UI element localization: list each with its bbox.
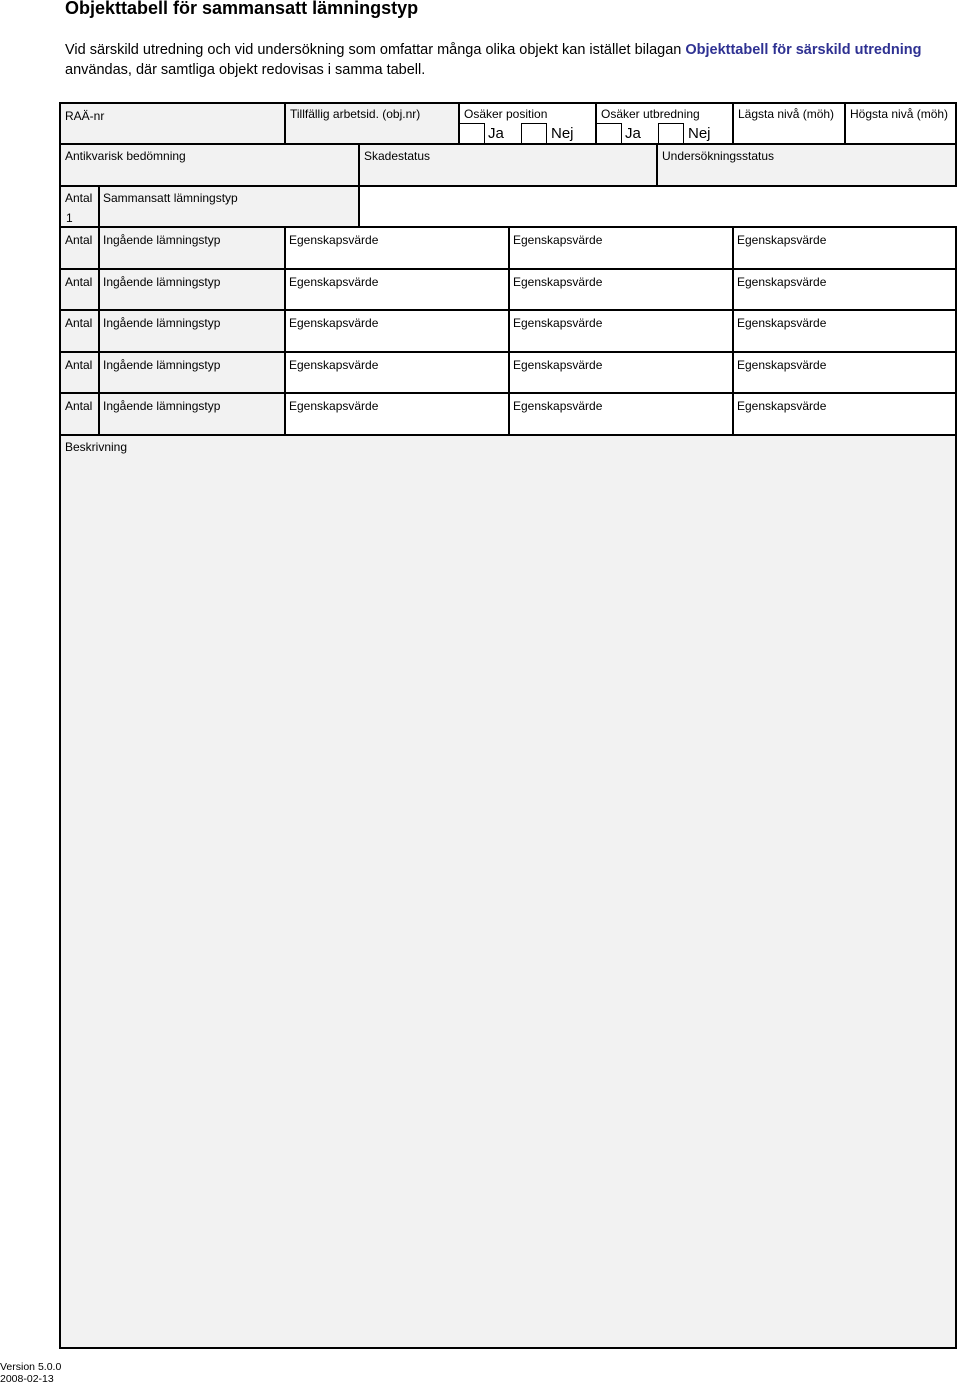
osaker-position-label: Osäker position bbox=[464, 107, 548, 121]
osaker-utbredning-label: Osäker utbredning bbox=[601, 107, 700, 121]
table-row-5-type[interactable] bbox=[98, 392, 286, 436]
antal-label: Antal bbox=[65, 358, 93, 372]
osaker-position-nej-label: Nej bbox=[551, 125, 574, 142]
osaker-position-ja-checkbox[interactable] bbox=[459, 123, 485, 144]
egenskapsvarde-label: Egenskapsvärde bbox=[289, 358, 379, 372]
egenskapsvarde-label: Egenskapsvärde bbox=[513, 399, 603, 413]
antal-label: Antal bbox=[65, 275, 93, 289]
sammansatt-lamningstyp-label: Sammansatt lämningstyp bbox=[103, 191, 238, 205]
egenskapsvarde-label: Egenskapsvärde bbox=[737, 233, 827, 247]
table-row-2-antal[interactable] bbox=[59, 268, 100, 311]
intro-text bbox=[65, 40, 945, 80]
lagsta-niva-label: Lägsta nivå (möh) bbox=[738, 107, 835, 121]
antal-label: Antal bbox=[65, 399, 93, 413]
tillfallig-arbetsid-field[interactable] bbox=[284, 102, 460, 145]
ingaende-lamningstyp-label: Ingående lämningstyp bbox=[103, 399, 221, 413]
table-row-1-property-3[interactable] bbox=[732, 226, 957, 270]
egenskapsvarde-label: Egenskapsvärde bbox=[513, 316, 603, 330]
date-text: 2008-02-13 bbox=[0, 1373, 54, 1385]
table-row-5-property-2[interactable] bbox=[508, 392, 734, 436]
egenskapsvarde-label: Egenskapsvärde bbox=[289, 316, 379, 330]
egenskapsvarde-label: Egenskapsvärde bbox=[289, 233, 379, 247]
table-row-1-property-1[interactable] bbox=[284, 226, 510, 270]
table-row-5-property-1[interactable] bbox=[284, 392, 510, 436]
table-row-3-type[interactable] bbox=[98, 309, 286, 353]
table-row-1-property-2[interactable] bbox=[508, 226, 734, 270]
sammansatt-antal-field[interactable] bbox=[59, 185, 100, 228]
skadestatus-label: Skadestatus bbox=[364, 149, 431, 163]
antal-label: Antal bbox=[65, 316, 93, 330]
raa-nr-field[interactable] bbox=[59, 102, 286, 145]
version-text: Version 5.0.0 bbox=[0, 1361, 62, 1373]
hogsta-niva-field[interactable] bbox=[844, 102, 957, 145]
osaker-position-group bbox=[458, 102, 597, 145]
egenskapsvarde-label: Egenskapsvärde bbox=[737, 316, 827, 330]
antal-label: Antal bbox=[65, 233, 93, 247]
table-row-4-property-1[interactable] bbox=[284, 351, 510, 394]
osaker-utbredning-group bbox=[595, 102, 734, 145]
sammansatt-antal-label: Antal bbox=[65, 191, 93, 205]
table-row-2-property-2[interactable] bbox=[508, 268, 734, 311]
table-row-4-antal[interactable] bbox=[59, 351, 100, 394]
beskrivning-label: Beskrivning bbox=[65, 440, 128, 454]
table-row-2-property-3[interactable] bbox=[732, 268, 957, 311]
table-row-4-type[interactable] bbox=[98, 351, 286, 394]
egenskapsvarde-label: Egenskapsvärde bbox=[737, 358, 827, 372]
table-row-4-property-3[interactable] bbox=[732, 351, 957, 394]
osaker-utbredning-ja-label: Ja bbox=[625, 125, 641, 142]
ingaende-lamningstyp-label: Ingående lämningstyp bbox=[103, 233, 221, 247]
table-row-5-antal[interactable] bbox=[59, 392, 100, 436]
intro-link[interactable]: Objekttabell för särskild utredning bbox=[685, 42, 922, 58]
egenskapsvarde-label: Egenskapsvärde bbox=[513, 358, 603, 372]
table-row-3-property-2[interactable] bbox=[508, 309, 734, 353]
lagsta-niva-field[interactable] bbox=[732, 102, 846, 145]
sammansatt-right-divider bbox=[358, 187, 360, 228]
ingaende-lamningstyp-label: Ingående lämningstyp bbox=[103, 316, 221, 330]
table-row-3-antal[interactable] bbox=[59, 309, 100, 353]
table-row-4-property-2[interactable] bbox=[508, 351, 734, 394]
antikvarisk-bedomning-field[interactable] bbox=[59, 143, 360, 187]
undersokningsstatus-label: Undersökningsstatus bbox=[662, 149, 775, 163]
table-row-5-property-3[interactable] bbox=[732, 392, 957, 436]
beskrivning-field[interactable] bbox=[59, 434, 957, 1349]
ingaende-lamningstyp-label: Ingående lämningstyp bbox=[103, 358, 221, 372]
egenskapsvarde-label: Egenskapsvärde bbox=[289, 275, 379, 289]
table-row-3-property-1[interactable] bbox=[284, 309, 510, 353]
osaker-position-ja-label: Ja bbox=[488, 125, 504, 142]
raa-nr-label: RAÄ-nr bbox=[65, 109, 105, 123]
antikvarisk-bedomning-label: Antikvarisk bedömning bbox=[65, 149, 186, 163]
intro-text-part2: användas, där samtliga objekt redovisas i samma tabell. bbox=[65, 62, 426, 78]
osaker-utbredning-nej-label: Nej bbox=[688, 125, 711, 142]
undersokningsstatus-field[interactable] bbox=[656, 143, 957, 187]
table-row-3-property-3[interactable] bbox=[732, 309, 957, 353]
sammansatt-antal-value: 1 bbox=[66, 211, 73, 225]
egenskapsvarde-label: Egenskapsvärde bbox=[513, 233, 603, 247]
table-row-1-type[interactable] bbox=[98, 226, 286, 270]
egenskapsvarde-label: Egenskapsvärde bbox=[289, 399, 379, 413]
table-row-2-type[interactable] bbox=[98, 268, 286, 311]
page-title: Objekttabell för sammansatt lämningstyp bbox=[65, 0, 419, 18]
egenskapsvarde-label: Egenskapsvärde bbox=[737, 399, 827, 413]
intro-text-part1: Vid särskild utredning och vid undersökning som omfattar många olika objekt kan istället bilagan bbox=[65, 42, 682, 58]
osaker-utbredning-nej-checkbox[interactable] bbox=[658, 123, 684, 144]
osaker-utbredning-ja-checkbox[interactable] bbox=[596, 123, 622, 144]
table-row-1-antal[interactable] bbox=[59, 226, 100, 270]
egenskapsvarde-label: Egenskapsvärde bbox=[513, 275, 603, 289]
sammansatt-lamningstyp-field[interactable] bbox=[98, 185, 360, 228]
ingaende-lamningstyp-label: Ingående lämningstyp bbox=[103, 275, 221, 289]
skadestatus-field[interactable] bbox=[358, 143, 658, 187]
egenskapsvarde-label: Egenskapsvärde bbox=[737, 275, 827, 289]
table-row-2-property-1[interactable] bbox=[284, 268, 510, 311]
osaker-position-nej-checkbox[interactable] bbox=[521, 123, 547, 144]
hogsta-niva-label: Högsta nivå (möh) bbox=[850, 107, 949, 121]
tillfallig-arbetsid-label: Tillfällig arbetsid. (obj.nr) bbox=[290, 107, 421, 121]
